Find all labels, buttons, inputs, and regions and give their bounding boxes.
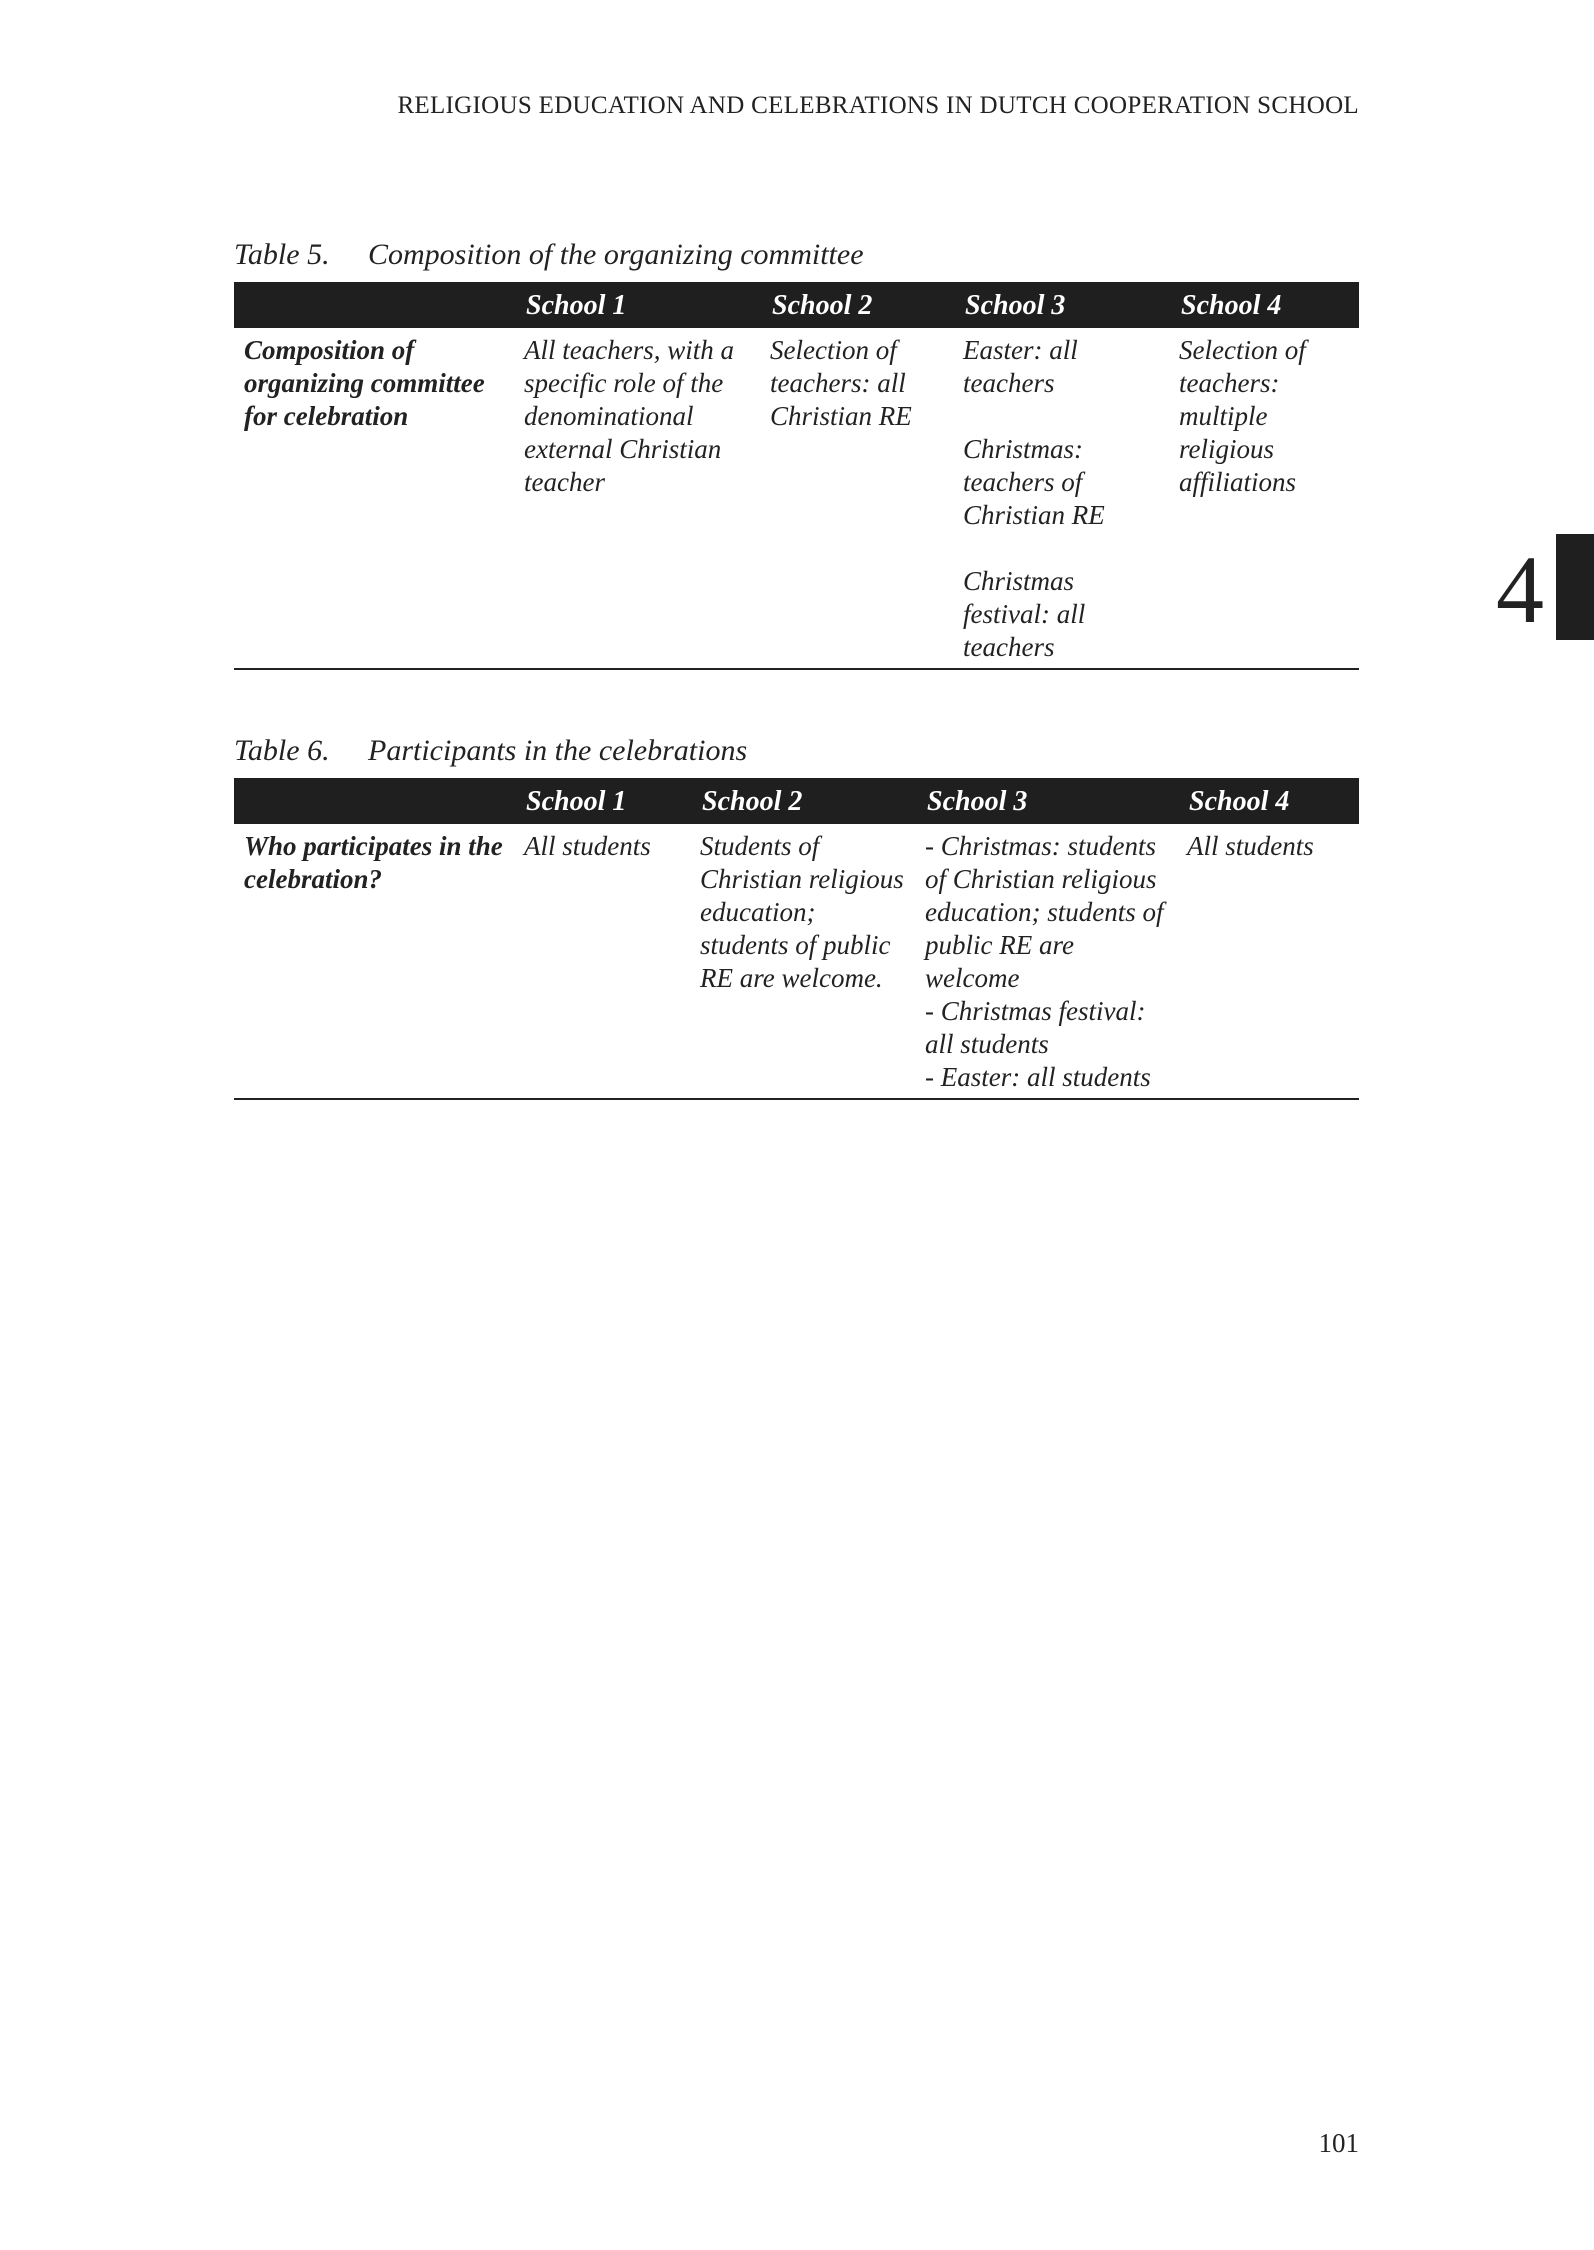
table6-header-school2: School 2	[692, 778, 917, 824]
table5	[234, 282, 1359, 670]
page-number: 101	[1318, 2128, 1359, 2158]
running-head: RELIGIOUS EDUCATION AND CELEBRATIONS IN DUTCH COOPERATION SCHOOL	[397, 92, 1359, 119]
table6-cell-school3	[917, 824, 1179, 1099]
table5-header-school3: School 3	[955, 282, 1171, 328]
table6-cell-school1: All students	[524, 831, 651, 861]
table5-cell-school2: Selection of teachers: all Christian RE	[770, 335, 912, 431]
table6-header-school4: School 4	[1179, 778, 1359, 824]
chapter-number: 4	[1496, 536, 1544, 643]
table-row	[234, 328, 1359, 669]
table6-caption	[234, 734, 747, 768]
table5-header-school2: School 2	[762, 282, 955, 328]
table6-header-row	[234, 778, 1359, 824]
table5-header-row	[234, 282, 1359, 328]
table6-header-school1: School 1	[516, 778, 692, 824]
chapter-tab-marker	[1556, 534, 1594, 640]
table5-row-label: Composition of organizing committee for celebration	[244, 335, 485, 431]
table5-school3-festival: Christmas festival: all teachers	[963, 566, 1086, 662]
table6	[234, 778, 1359, 1100]
table-row	[234, 824, 1359, 1099]
table5-number: Table 5.	[234, 238, 330, 271]
table5-cell-school3	[955, 328, 1171, 669]
table5-school3-christmas: Christmas: teachers of Christian RE	[963, 434, 1105, 530]
table6-school3-festival: - Christmas festival: all students	[925, 996, 1146, 1059]
table5-cell-school4: Selection of teachers: multiple religious affiliations	[1179, 335, 1306, 497]
table5-title: Composition of the organizing committee	[368, 238, 864, 271]
table5-cell-school1: All teachers, with a specific role of the denominational external Christian teacher	[524, 335, 734, 497]
table6-school3-christmas: - Christmas: students of Christian religious education; students of public RE are welcome	[925, 831, 1164, 993]
table6-number: Table 6.	[234, 734, 330, 767]
table6-row-label: Who participates in the celebration?	[244, 831, 503, 894]
table5-header-blank	[234, 282, 516, 328]
table6-cell-school4: All students	[1187, 831, 1314, 861]
table6-header-school3: School 3	[917, 778, 1179, 824]
table5-caption	[234, 238, 864, 272]
table6-title: Participants in the celebrations	[368, 734, 748, 767]
table5-header-school1: School 1	[516, 282, 762, 328]
table6-cell-school2: Students of Christian religious education; students of public RE are welcome.	[700, 831, 904, 993]
table5-header-school4: School 4	[1171, 282, 1359, 328]
table6-header-blank	[234, 778, 516, 824]
table6-school3-easter: - Easter: all students	[925, 1062, 1151, 1092]
table5-school3-easter: Easter: all teachers	[963, 335, 1078, 398]
